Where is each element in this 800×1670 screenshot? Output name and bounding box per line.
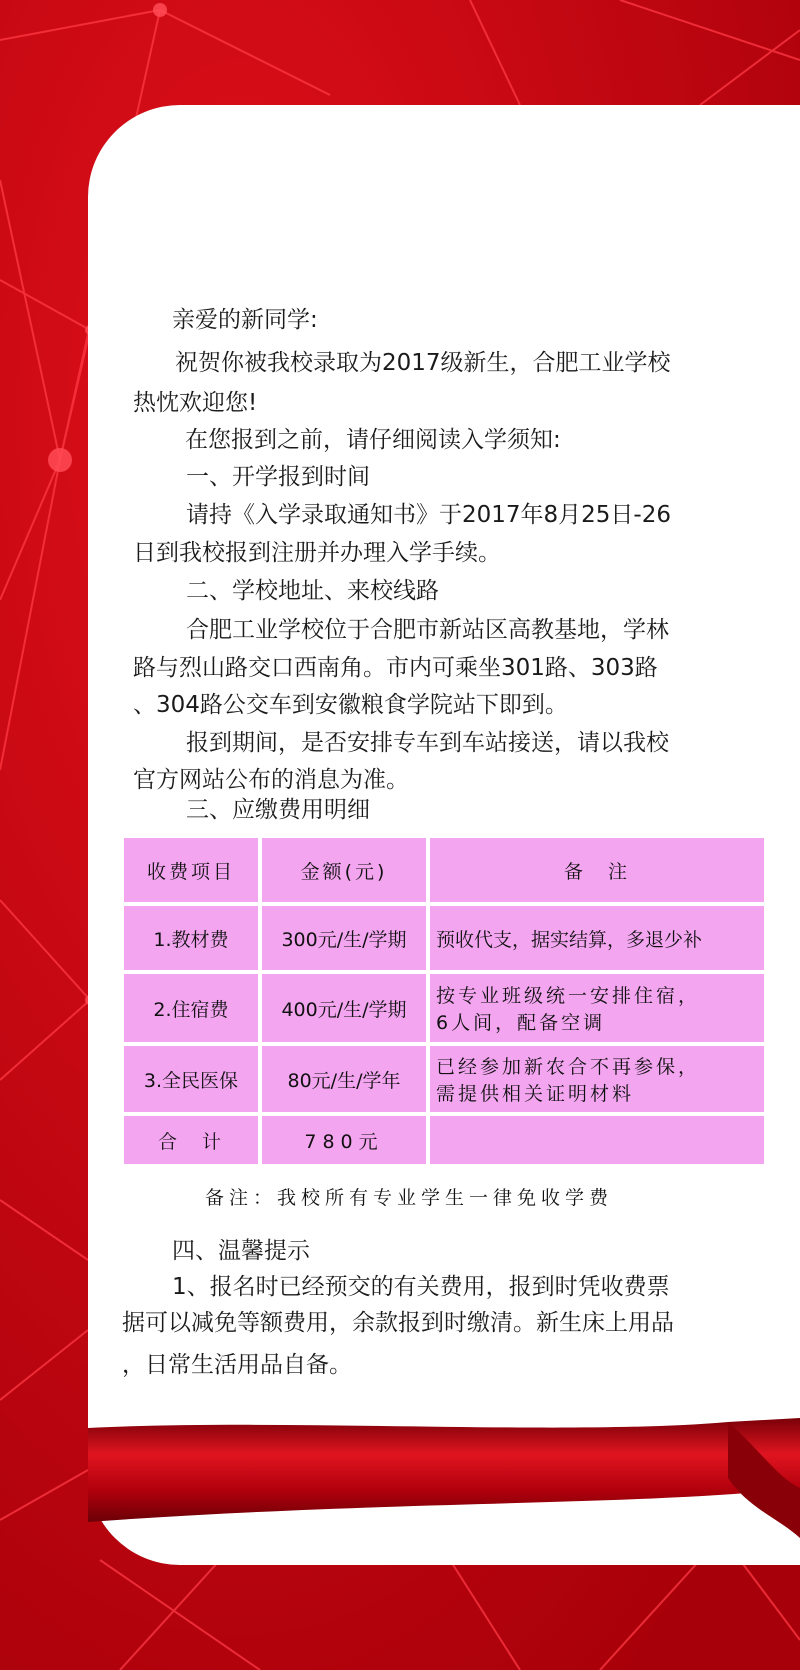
table-row [124,906,764,970]
row-remark [430,974,764,1042]
row-amount: 80元/生/学年 [262,1046,426,1112]
section-4-line-2: 据可以减免等额费用，余款报到时缴清。新生床上用品 [122,1310,674,1336]
row-item: 1.教材费 [124,906,258,970]
row-amount: 400元/生/学期 [262,974,426,1042]
fee-table [120,834,768,1168]
total-label: 合 计 [124,1116,258,1164]
row-remark-line-1: 已经参加新农合不再参保， [436,1056,701,1078]
section-1-title: 一、开学报到时间 [186,464,370,490]
section-2-line-5: 官方网站公布的消息为准。 [133,767,409,793]
table-row [124,1046,764,1112]
greeting: 亲爱的新同学: [172,307,318,333]
row-remark-line-1: 按专业班级统一安排住宿， [436,985,701,1007]
section-2-line-2: 路与烈山路交口西南角。市内可乘坐301路、303路 [133,655,658,681]
section-4-line-3: ，日常生活用品自备。 [122,1352,352,1378]
row-remark-line-2: 需提供相关证明材料 [436,1083,635,1105]
row-remark-line-1: 预收代支，据实结算，多退少补 [436,928,703,951]
section-1-line-2: 日到我校报到注册并办理入学手续。 [133,540,501,566]
table-total-row [124,1116,764,1164]
intro-line-1: 祝贺你被我校录取为2017级新生，合肥工业学校 [175,350,671,376]
fee-table-header [124,838,764,902]
section-2-title: 二、学校地址、来校线路 [186,578,439,604]
section-3-title: 三、应缴费用明细 [186,797,370,823]
fee-note: 备注：我校所有专业学生一律免收学费 [205,1187,614,1209]
intro-line-3: 在您报到之前，请仔细阅读入学须知: [185,427,561,453]
header-amount: 金额(元) [262,838,426,902]
section-2-line-4: 报到期间，是否安排专车到车站接送，请以我校 [186,730,669,756]
row-amount: 300元/生/学期 [262,906,426,970]
row-remark [430,906,764,970]
header-item: 收费项目 [124,838,258,902]
total-amount: 780元 [262,1116,426,1164]
section-1-line-1: 请持《入学录取通知书》于2017年8月25日-26 [186,502,671,528]
row-item: 2.住宿费 [124,974,258,1042]
row-item: 3.全民医保 [124,1046,258,1112]
row-remark [430,1046,764,1112]
total-remark-empty [430,1116,764,1164]
intro-line-2: 热忱欢迎您! [133,390,258,416]
section-4-title: 四、温馨提示 [172,1238,310,1264]
section-4-line-1: 1、报名时已经预交的有关费用，报到时凭收费票 [172,1274,670,1300]
table-row [124,974,764,1042]
row-remark-line-2: 6人间，配备空调 [436,1012,606,1034]
section-2-line-3: 、304路公交车到安徽粮食学院站下即到。 [133,692,568,718]
header-remark: 备 注 [430,838,764,902]
section-2-line-1: 合肥工业学校位于合肥市新站区高教基地，学林 [186,617,669,643]
